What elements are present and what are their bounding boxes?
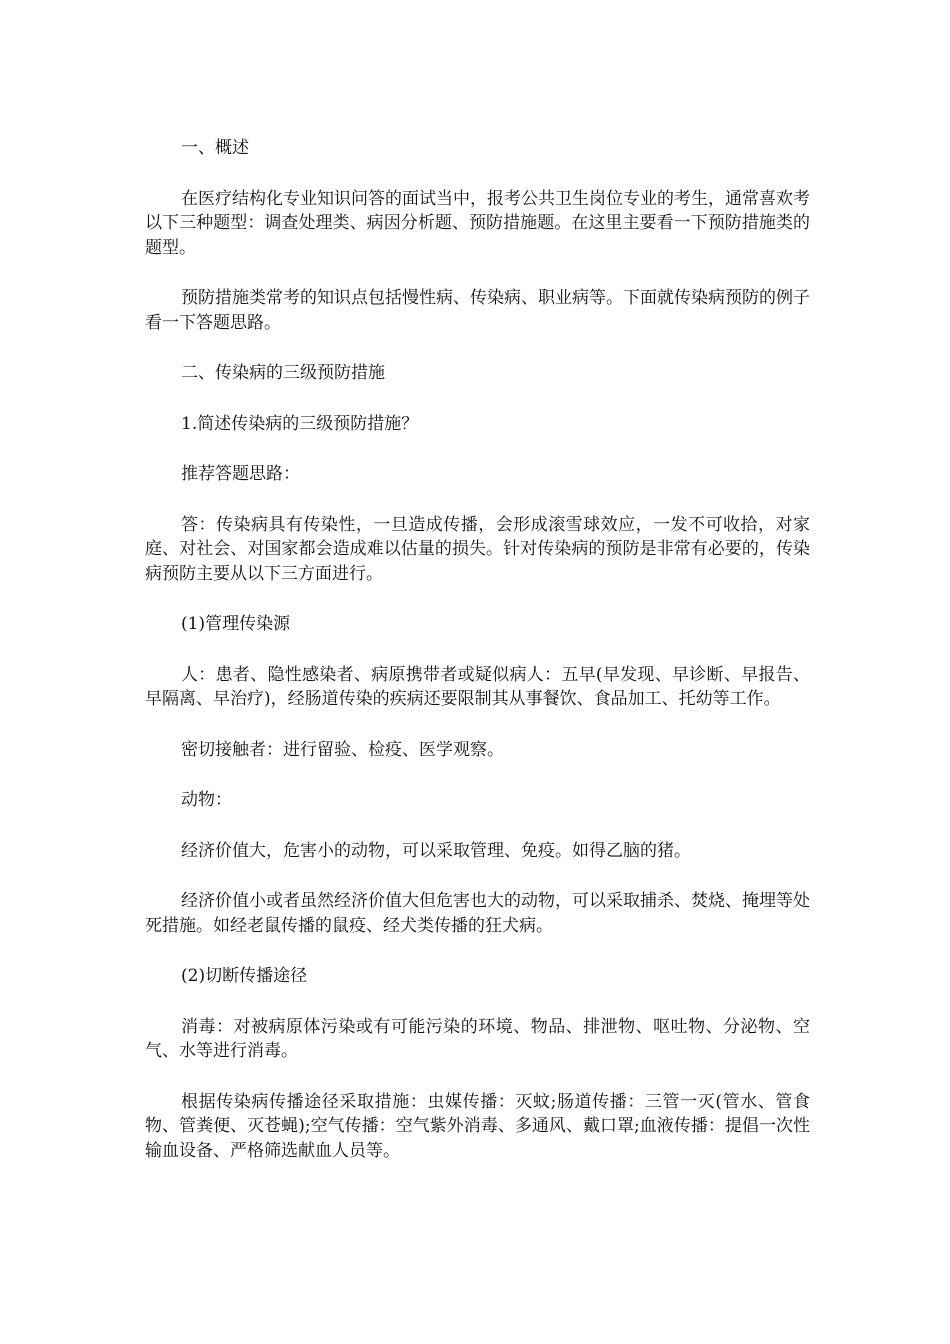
- paragraph-animals-label: 动物：: [181, 790, 232, 810]
- paragraph-topics: 预防措施类常考的知识点包括慢性病、传染病、职业病等。下面就传染病预防的例子看一下答题思路。: [145, 288, 810, 333]
- paragraph-intro: 在医疗结构化专业知识问答的面试当中，报考公共卫生岗位专业的考生，通常喜欢考以下三种题型：调查处理类、病因分析题、预防措施题。在这里主要看一下预防措施类的题型。: [145, 188, 810, 258]
- paragraph-close-contacts: 密切接触者：进行留验、检疫、医学观察。: [181, 739, 504, 760]
- section-heading-overview: 一、概述: [181, 138, 249, 158]
- section-heading-prevention: 二、传染病的三级预防措施: [181, 363, 385, 383]
- paragraph-animals-high-value: 经济价值大，危害小的动物，可以采取管理、免疫。如得乙脑的猪。: [181, 840, 691, 861]
- paragraph-transmission-measures: 根据传染病传播途径采取措施：虫媒传播：灭蚊;肠道传播：三管一灭(管水、管食物、管粪便、灭苍蝇);空气传播：空气紫外消毒、多通风、戴口罩;血液传播：提倡一次性输血设备、严格筛选献血人员等。: [145, 1091, 810, 1161]
- question-title: 1.简述传染病的三级预防措施？: [181, 413, 419, 434]
- subheading-manage-source: (1)管理传染源: [181, 614, 291, 634]
- answer-approach-label: 推荐答题思路：: [181, 464, 300, 484]
- document-body: [145, 136, 810, 1189]
- subheading-cut-transmission: (2)切断传播途径: [181, 966, 308, 986]
- answer-paragraph: 答：传染病具有传染性，一旦造成传播，会形成滚雪球效应，一发不可收拾，对家庭、对社会、对国家都会造成难以估量的损失。针对传染病的预防是非常有必要的，传染病预防主要从以下三方面进行。: [145, 514, 810, 584]
- paragraph-people: 人：患者、隐性感染者、病原携带者或疑似病人：五早(早发现、早诊断、早报告、早隔离、早治疗)，经肠道传染的疾病还要限制其从事餐饮、食品加工、托幼等工作。: [145, 664, 810, 709]
- paragraph-disinfection: 消毒：对被病原体污染或有可能污染的环境、物品、排泄物、呕吐物、分泌物、空气、水等进行消毒。: [145, 1016, 810, 1061]
- paragraph-animals-low-value: 经济价值小或者虽然经济价值大但危害也大的动物，可以采取捕杀、焚烧、掩埋等处死措施。如经老鼠传播的鼠疫、经犬类传播的狂犬病。: [145, 891, 810, 936]
